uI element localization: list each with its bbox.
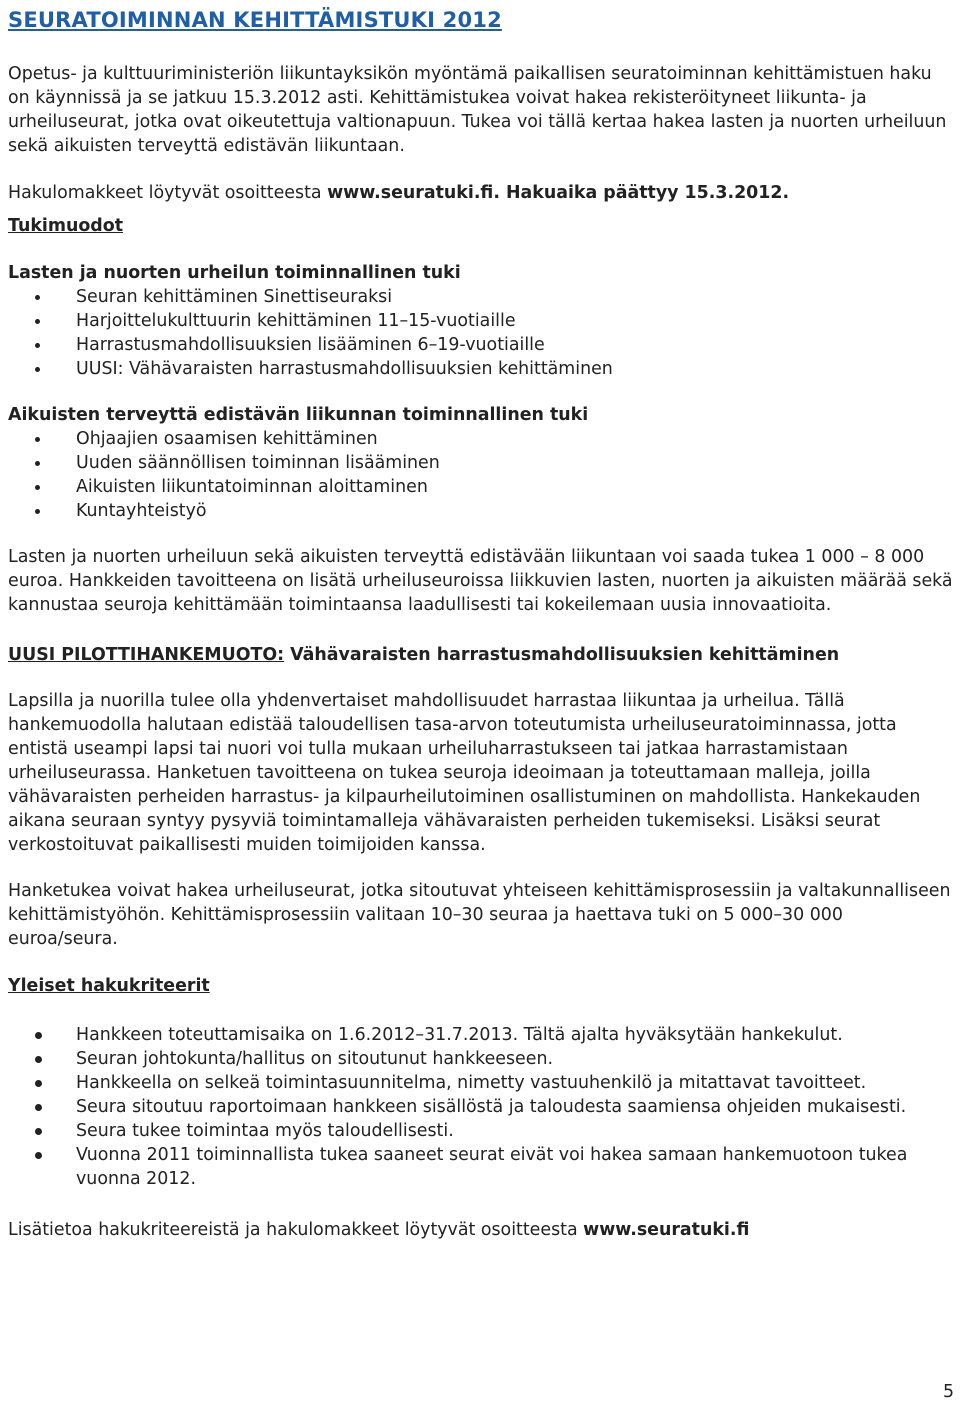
- page-number: 5: [943, 1382, 955, 1402]
- adult-support-heading: Aikuisten terveyttä edistävän liikunnan toiminnallinen tuki: [8, 405, 589, 425]
- footer-seuratuki-link[interactable]: www.seuratuki.fi: [583, 1220, 750, 1240]
- support-forms-heading: Tukimuodot: [8, 216, 124, 236]
- list-item: Harjoittelukulttuurin kehittäminen 11–15-vuotiaille: [8, 309, 958, 333]
- footer-info-line: [8, 1218, 958, 1242]
- list-item: Seura sitoutuu raportoimaan hankkeen sisällöstä ja taloudesta saamiensa ohjeiden mukaisesti.: [8, 1095, 958, 1119]
- footer-info-prefix: Lisätietoa hakukriteereistä ja hakulomakkeet löytyvät osoitteesta: [8, 1220, 584, 1240]
- list-item: Hankkeella on selkeä toimintasuunnitelma, nimetty vastuuhenkilö ja mitattavat tavoitteet.: [8, 1071, 958, 1095]
- youth-support-list: [8, 285, 958, 381]
- list-item: Aikuisten liikuntatoiminnan aloittaminen: [8, 475, 958, 499]
- pilot-paragraph-2: Hanketukea voivat hakea urheiluseurat, jotka sitoutuvat yhteiseen kehittämisprosessiin ja valtakunnalliseen kehittämistyöhön. Kehittämisprosessiin valitaan 10–30 seuraa ja haettava tuki on 5 000–30 000 euroa/seura.: [8, 881, 951, 949]
- document-page: [8, 0, 958, 1242]
- criteria-list: [8, 1023, 958, 1191]
- list-item: Kuntayhteistyö: [8, 499, 958, 523]
- pilot-heading-label: UUSI PILOTTIHANKEMUOTO:: [8, 645, 285, 665]
- criteria-heading: Yleiset hakukriteerit: [8, 976, 210, 996]
- youth-support-heading: Lasten ja nuorten urheilun toiminnallinen tuki: [8, 263, 461, 283]
- support-amount-paragraph: Lasten ja nuorten urheiluun sekä aikuisten terveyttä edistävään liikuntaan voi saada tukea 1 000 – 8 000 euroa. Hankkeiden tavoitteena on lisätä urheiluseuroissa liikkuvien lasten, nuorten ja aikuisten määrää sekä kannustaa seuroja kehittämään toimintaansa laadullisesti tai kokeilemaan uusia innovaatioita.: [8, 547, 953, 615]
- list-item: UUSI: Vähävaraisten harrastusmahdollisuuksien kehittäminen: [8, 357, 958, 381]
- list-item: Uuden säännöllisen toiminnan lisääminen: [8, 451, 958, 475]
- list-item: Ohjaajien osaamisen kehittäminen: [8, 427, 958, 451]
- list-item: Harrastusmahdollisuuksien lisääminen 6–19-vuotiaille: [8, 333, 958, 357]
- list-item: Vuonna 2011 toiminnallista tukea saaneet seurat eivät voi hakea samaan hankemuotoon tukea vuonna 2012.: [8, 1143, 958, 1191]
- list-item: Seuran johtokunta/hallitus on sitoutunut hankkeeseen.: [8, 1047, 958, 1071]
- adult-support-list: [8, 427, 958, 523]
- list-item: Seuran kehittäminen Sinettiseuraksi: [8, 285, 958, 309]
- deadline-text: . Hakuaika päättyy 15.3.2012.: [493, 183, 790, 203]
- pilot-heading-title: Vähävaraisten harrastusmahdollisuuksien kehittäminen: [284, 645, 840, 665]
- list-item: Hankkeen toteuttamisaika on 1.6.2012–31.7.2013. Tältä ajalta hyväksytään hankekulut.: [8, 1023, 958, 1047]
- pilot-heading: [8, 643, 958, 667]
- pilot-paragraph-1: Lapsilla ja nuorilla tulee olla yhdenvertaiset mahdollisuudet harrastaa liikuntaa ja urheilua. Tällä hankemuodolla halutaan edistää taloudellisen tasa-arvon toteutumista urheiluseuratoiminnassa, jotta entistä useampi lapsi tai nuori voi tulla mukaan urheiluharrastukseen tai jatkaa harrastamistaan urheiluseurassa. Hanketuen tavoitteena on tukea seuroja ideoimaan ja toteuttamaan malleja, joilla vähävaraisten perheiden harrastus- ja kilpaurheilutoiminen osallistuminen on mahdollista. Hankekauden aikana seuraan syntyy pysyviä toimintamalleja vähävaraisten perheiden tukemiseksi. Lisäksi seurat verkostoituvat paikallisesti muiden toimijoiden kanssa.: [8, 691, 921, 855]
- page-title: SEURATOIMINNAN KEHITTÄMISTUKI 2012: [8, 8, 502, 32]
- forms-link-prefix: Hakulomakkeet löytyvät osoitteesta: [8, 183, 328, 203]
- intro-paragraph: Opetus- ja kulttuuriministeriön liikuntayksikön myöntämä paikallisen seuratoiminnan kehittämistuen haku on käynnissä ja se jatkuu 15.3.2012 asti. Kehittämistukea voivat hakea rekisteröityneet liikunta- ja urheiluseurat, jotka ovat oikeutettuja valtionapuun. Tukea voi tällä kertaa hakea lasten ja nuorten urheiluun sekä aikuisten terveyttä edistävän liikuntaan.: [8, 64, 947, 156]
- seuratuki-link[interactable]: www.seuratuki.fi: [327, 183, 494, 203]
- list-item: Seura tukee toimintaa myös taloudellisesti.: [8, 1119, 958, 1143]
- forms-link-line: [8, 181, 958, 205]
